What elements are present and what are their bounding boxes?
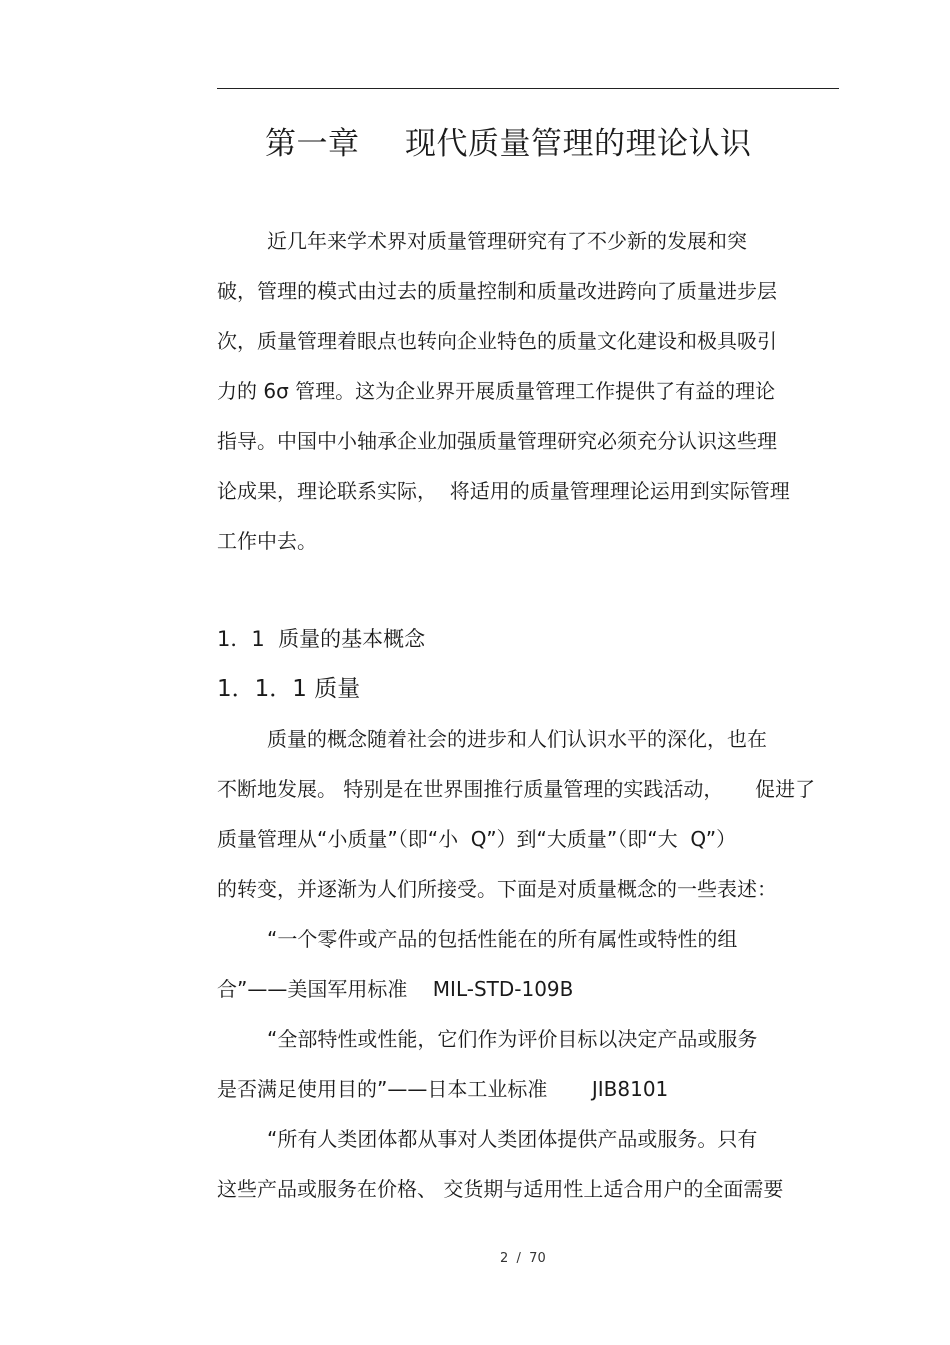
section-heading-1-1: 1．1 质量的基本概念 [217, 627, 426, 651]
intro-paragraph-line: 力的 6σ 管理。这为企业界开展质量管理工作提供了有益的理论 [217, 379, 776, 403]
quote-line: “一个零件或产品的包括性能在的所有属性或特性的组 [267, 927, 738, 951]
intro-paragraph-line: 近几年来学术界对质量管理研究有了不少新的发展和突 [267, 229, 747, 253]
quote-line: “全部特性或性能，它们作为评价目标以决定产品或服务 [267, 1027, 758, 1051]
intro-paragraph-line: 工作中去。 [217, 529, 317, 553]
body-paragraph-line: 质量管理从“小质量”（即“小 Q”）到“大质量”（即“大 Q”） [217, 827, 737, 851]
body-paragraph-line: 的转变，并逐渐为人们所接受。下面是对质量概念的一些表述： [217, 877, 777, 901]
quote-line: 是否满足使用目的”——日本工业标准 JIB8101 [217, 1077, 669, 1101]
section-heading-1-1-1: 1．1．1 质量 [217, 676, 361, 702]
chapter-number: 第一章 [265, 126, 360, 162]
intro-paragraph-line: 指导。中国中小轴承企业加强质量管理研究必须充分认识这些理 [217, 429, 777, 453]
header-rule [217, 88, 839, 89]
intro-paragraph-line: 次，质量管理着眼点也转向企业特色的质量文化建设和极具吸引 [217, 329, 777, 353]
intro-paragraph-line: 论成果，理论联系实际， 将适用的质量管理理论运用到实际管理 [217, 479, 790, 503]
quote-line: “所有人类团体都从事对人类团体提供产品或服务。只有 [267, 1127, 758, 1151]
body-paragraph-line: 质量的概念随着社会的进步和人们认识水平的深化，也在 [267, 727, 767, 751]
chapter-title: 现代质量管理的理论认识 [405, 126, 752, 162]
page-number: 2 / 70 [500, 1251, 546, 1266]
body-paragraph-line: 不断地发展。 特别是在世界围推行质量管理的实践活动， 促进了 [217, 777, 816, 801]
quote-line: 这些产品或服务在价格、 交货期与适用性上适合用户的全面需要 [217, 1177, 784, 1201]
quote-line: 合”——美国军用标准 MIL-STD-109B [217, 977, 574, 1001]
intro-paragraph-line: 破，管理的模式由过去的质量控制和质量改进跨向了质量进步层 [217, 279, 777, 303]
